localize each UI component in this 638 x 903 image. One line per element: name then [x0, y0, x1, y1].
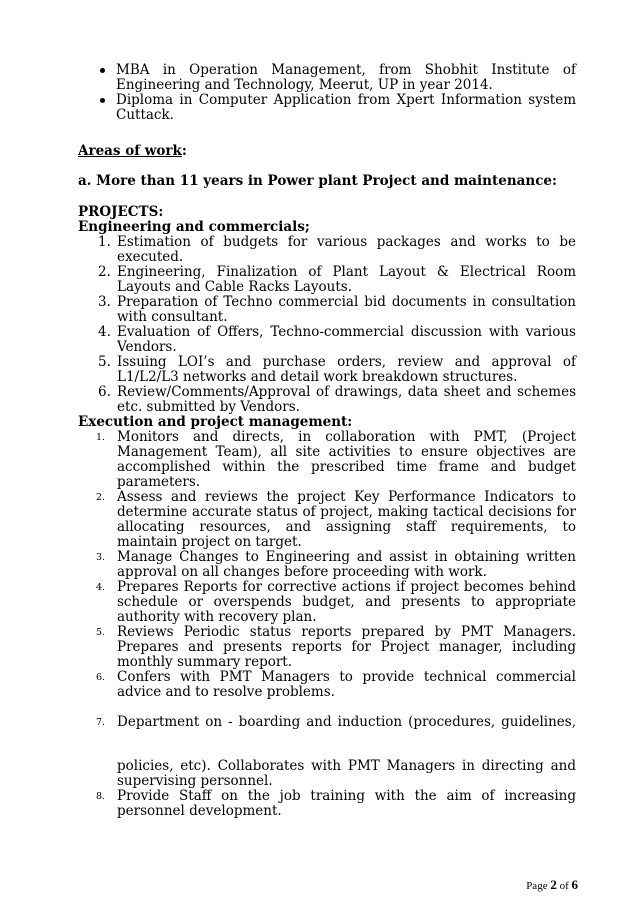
execution-heading: Execution and project management: — [78, 414, 353, 430]
list-item: 5. Reviews Periodic status reports prepared by PMT Managers. Prepares and presents reports for Project manager, including monthly summary report. — [96, 624, 576, 670]
execution-list — [78, 430, 576, 700]
list-item: 4. Prepares Reports for corrective actions if project becomes behind schedule or overspends budget, and presents to appropriate authority with recovery plan. — [96, 579, 576, 625]
list-item: 7. Department on - boarding and induction (procedures, guidelines, — [96, 714, 576, 730]
list-item: 2. Assess and reviews the project Key Performance Indicators to determine accurate status of project, making tactical decisions for allocating resources, and assigning staff requirements, to maintain project on target. — [96, 489, 576, 550]
education-list — [78, 63, 576, 123]
experience-line: a. More than 11 years in Power plant Project and maintenance: — [78, 173, 557, 189]
list-item: policies, etc). Collaborates with PMT Managers in directing and supervising personnel. — [117, 758, 576, 789]
list-item: 2. Engineering, Finalization of Plant Layout & Electrical Room Layouts and Cable Racks Layouts. — [98, 264, 576, 295]
list-item: 4. Evaluation of Offers, Techno-commercial discussion with various Vendors. — [98, 324, 576, 355]
list-item: 1. Monitors and directs, in collaboration with PMT, (Project Management Team), all site activities to ensure objectives are accomplished within the prescribed time frame and budget parameters. — [96, 429, 576, 490]
list-item: 8. Provide Staff on the job training with the aim of increasing personnel development. — [96, 788, 576, 819]
list-item: 5. Issuing LOI’s and purchase orders, review and approval of L1/L2/L3 networks and detail work breakdown structures. — [98, 354, 576, 385]
areas-heading: Areas of work: — [78, 143, 187, 159]
education-item: Diploma in Computer Application from Xpert Information system Cuttack. — [78, 93, 576, 123]
engineering-heading: Engineering and commercials; — [78, 219, 310, 235]
list-item: 6. Review/Comments/Approval of drawings, data sheet and schemes etc. submitted by Vendors. — [98, 384, 576, 415]
bullet-icon — [100, 68, 105, 73]
list-item: 6. Confers with PMT Managers to provide technical commercial advice and to resolve problems. — [96, 669, 576, 700]
bullet-icon — [100, 98, 105, 103]
execution-item-7 — [78, 715, 576, 730]
engineering-list — [78, 235, 576, 415]
list-item: 3. Manage Changes to Engineering and assist in obtaining written approval on all changes before proceeding with work. — [96, 549, 576, 580]
list-item: 1. Estimation of budgets for various packages and works to be executed. — [98, 234, 576, 265]
education-item: MBA in Operation Management, from Shobhit Institute of Engineering and Technology, Meerut, UP in year 2014. — [78, 63, 576, 93]
page-number: Page 2 of 6 — [526, 877, 578, 892]
list-item: 3. Preparation of Techno commercial bid documents in consultation with consultant. — [98, 294, 576, 325]
projects-heading: PROJECTS: — [78, 204, 164, 220]
execution-item-7-continued — [78, 759, 576, 819]
